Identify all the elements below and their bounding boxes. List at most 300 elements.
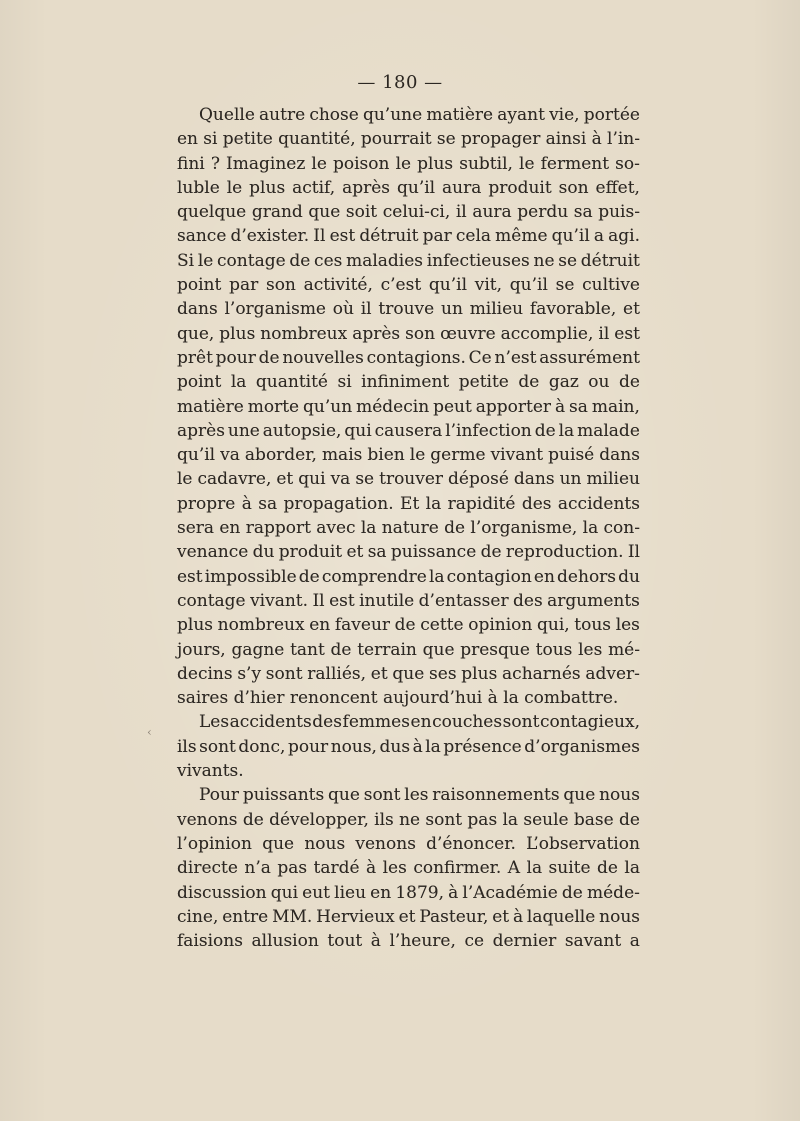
word: la	[230, 372, 247, 393]
word: détruit	[580, 250, 640, 271]
word: peut	[433, 396, 472, 417]
word: déposé	[448, 469, 509, 490]
word: va	[220, 445, 240, 466]
word: pour	[215, 347, 256, 368]
word: actif,	[292, 177, 336, 198]
text-line	[177, 881, 640, 905]
word: par	[229, 275, 259, 296]
word: détruit	[359, 226, 419, 247]
word: favorable,	[529, 299, 617, 320]
word: que	[262, 833, 295, 854]
text-line	[177, 370, 640, 394]
word: dus	[379, 736, 411, 757]
word: causera	[374, 420, 443, 441]
word: la	[624, 858, 640, 879]
word: decins	[177, 663, 233, 684]
word: puissance	[390, 542, 477, 563]
word: produit	[278, 542, 343, 563]
word: méde-	[587, 882, 640, 903]
word: produit	[488, 177, 552, 198]
word: par	[422, 226, 452, 247]
word: acharnés	[502, 663, 581, 684]
word: sont	[265, 663, 303, 684]
word: ayant	[497, 105, 545, 125]
word: morte	[247, 396, 300, 417]
word: laquelle	[526, 906, 596, 927]
word: la	[558, 420, 575, 441]
word: base	[573, 809, 614, 830]
text-line	[177, 103, 640, 127]
word: plus	[177, 615, 213, 636]
word: puisé	[548, 445, 595, 466]
word: celui-ci,	[382, 202, 451, 223]
word: autre	[259, 105, 306, 125]
word: chose	[309, 105, 359, 125]
word: comprendre	[321, 566, 427, 587]
word: apporter	[475, 396, 552, 417]
word: à	[554, 396, 566, 417]
word: faisions	[177, 931, 243, 952]
body-text	[177, 103, 640, 953]
word: va	[330, 469, 351, 490]
word: Et	[400, 493, 420, 514]
word: puis-	[598, 202, 640, 223]
word: matière	[177, 396, 244, 417]
word: fini	[177, 153, 205, 174]
word: pas	[467, 809, 498, 830]
word: en	[410, 712, 432, 733]
word: d’entasser	[418, 590, 509, 611]
word: quantité,	[278, 129, 356, 150]
word: est	[614, 323, 640, 344]
text-line	[177, 395, 640, 419]
word: nous,	[330, 736, 377, 757]
word: à	[370, 931, 381, 952]
text-line	[177, 735, 640, 759]
word: luble	[177, 177, 220, 198]
word: de	[518, 372, 540, 393]
word: so-	[615, 153, 640, 174]
word: eut	[302, 882, 330, 903]
text-line	[177, 710, 640, 734]
word: de	[618, 372, 640, 393]
word: cela	[455, 226, 492, 247]
word: terrain	[357, 639, 417, 660]
word: vit,	[474, 275, 503, 296]
word: le	[311, 153, 327, 174]
word: pourrait	[360, 129, 432, 150]
word: main,	[591, 396, 640, 417]
word: cultive	[582, 275, 640, 296]
word: les	[404, 785, 429, 806]
word: se	[355, 469, 375, 490]
word: l’organisme,	[470, 518, 578, 539]
word: ou	[588, 372, 610, 393]
word: ralliés,	[307, 663, 367, 684]
word: le	[177, 469, 193, 490]
word: plus	[249, 177, 286, 198]
word: pas	[277, 858, 308, 879]
word: discussion	[177, 882, 267, 903]
text-line	[177, 176, 640, 200]
text-line	[177, 467, 640, 491]
word: tous	[535, 639, 573, 660]
word: le	[519, 153, 535, 174]
word: et	[276, 469, 294, 490]
word: médecin	[356, 396, 430, 417]
word: l’in-	[607, 129, 640, 150]
text-line	[177, 273, 640, 297]
word: sa	[258, 493, 278, 514]
word: Pasteur,	[419, 906, 489, 927]
word: ses	[429, 663, 457, 684]
word: con-	[603, 518, 640, 539]
word: a	[593, 226, 605, 247]
text-line	[177, 540, 640, 564]
word: autopsie,	[262, 420, 342, 441]
word: sance	[177, 226, 227, 247]
word: cadavre,	[197, 469, 272, 490]
text-line	[177, 443, 640, 467]
word: qui	[270, 882, 299, 903]
word: se	[436, 129, 456, 150]
word: œuvre	[440, 323, 496, 344]
word: mé-	[608, 639, 640, 660]
word: germe	[430, 445, 486, 466]
word: ils	[177, 736, 197, 757]
word: arguments	[547, 590, 640, 611]
word: est	[177, 566, 203, 587]
word: du	[252, 542, 275, 563]
word: est	[329, 226, 356, 247]
word: dehors	[557, 566, 617, 587]
word: venons	[355, 833, 416, 854]
word: les	[382, 858, 407, 879]
word: en	[309, 615, 331, 636]
word: sont	[502, 712, 540, 733]
word: qui	[298, 469, 326, 490]
word: que	[308, 202, 341, 223]
word: si	[337, 372, 352, 393]
word: avec	[316, 518, 356, 539]
word: l’organisme	[224, 299, 326, 320]
word: impossible	[204, 566, 297, 587]
word: reproduction.	[505, 542, 624, 563]
word: bien	[367, 445, 405, 466]
word: développer,	[269, 809, 369, 830]
word: à	[241, 493, 252, 514]
word: quantité	[255, 372, 328, 393]
word: plus	[461, 663, 498, 684]
text-line	[177, 589, 640, 613]
word: qui,	[536, 615, 570, 636]
word: la	[526, 858, 543, 879]
text-line	[177, 783, 640, 807]
word: quelque	[177, 202, 247, 223]
word: nous	[599, 906, 640, 927]
word: activité,	[303, 275, 373, 296]
word: Il	[627, 542, 640, 563]
word: de	[561, 882, 583, 903]
word: il	[455, 202, 467, 223]
word: que	[328, 785, 360, 806]
text-line	[177, 565, 640, 589]
word: l’infection	[445, 420, 532, 441]
word: rapport	[245, 518, 311, 539]
word: tous	[574, 615, 612, 636]
word: le	[197, 250, 214, 271]
word: des	[521, 493, 552, 514]
text-line: saires d’hier renoncent aujourd’hui à la combattre.	[177, 688, 619, 709]
word: après	[342, 177, 391, 198]
word: vie,	[549, 105, 580, 125]
word: sont	[425, 809, 463, 830]
word: Imaginez	[226, 153, 306, 174]
word: que,	[177, 323, 215, 344]
word: que	[422, 639, 455, 660]
word: de	[534, 420, 556, 441]
word: la	[360, 518, 377, 539]
word: d’exister.	[230, 226, 310, 247]
word: lieu	[334, 882, 367, 903]
word: en	[370, 882, 392, 903]
word: maladies	[346, 250, 424, 271]
word: propagation.	[283, 493, 394, 514]
word: infectieuses	[426, 250, 530, 271]
word: qui	[344, 420, 372, 441]
word: portée	[583, 105, 640, 125]
word: des	[513, 590, 543, 611]
word: presque	[460, 639, 530, 660]
word: contage	[217, 250, 286, 271]
word: qu’il	[509, 275, 548, 296]
word: ?	[210, 153, 220, 174]
word: des	[312, 712, 342, 733]
text-line	[177, 249, 640, 273]
word: un	[441, 299, 463, 320]
text-line	[177, 929, 640, 953]
margin-mark: ‹	[147, 725, 152, 739]
word: point	[177, 372, 222, 393]
word: qu’il	[177, 445, 216, 466]
word: présence	[443, 736, 522, 757]
word: il	[360, 299, 372, 320]
word: soit	[345, 202, 378, 223]
word: malade	[577, 420, 640, 441]
word: qu’un	[303, 396, 353, 417]
word: gagne	[231, 639, 285, 660]
word: prêt	[177, 347, 213, 368]
word: seule	[523, 809, 569, 830]
word: se	[558, 250, 578, 271]
word: nature	[381, 518, 439, 539]
page-number: — 180 —	[357, 72, 443, 93]
word: la	[582, 518, 599, 539]
word: cine,	[177, 906, 219, 927]
word: ces	[314, 250, 343, 271]
word: la	[502, 809, 519, 830]
word: rapidité	[447, 493, 516, 514]
word: et	[492, 906, 510, 927]
word: petite	[222, 129, 273, 150]
word: il	[598, 323, 610, 344]
word: poison	[333, 153, 390, 174]
word: Il	[313, 226, 326, 247]
word: a	[629, 931, 640, 952]
text-line	[177, 322, 640, 346]
text-line	[177, 224, 640, 248]
word: son	[405, 323, 436, 344]
word: l’opinion	[177, 833, 252, 854]
text-line	[177, 127, 640, 151]
word: qu’une	[362, 105, 423, 125]
word: le	[409, 445, 426, 466]
word: le	[395, 153, 412, 174]
word: après	[352, 323, 401, 344]
word: nombreux	[260, 323, 348, 344]
word: qu’il	[396, 177, 436, 198]
word: de	[258, 347, 280, 368]
word: plus	[219, 323, 256, 344]
word: dernier	[492, 931, 557, 952]
word: contage	[177, 590, 246, 611]
word: dans	[599, 445, 640, 466]
word: aura	[472, 202, 512, 223]
word: d’énoncer.	[426, 833, 516, 854]
word: en	[177, 129, 199, 150]
word: nombreux	[217, 615, 305, 636]
word: les	[615, 615, 640, 636]
word: Ce	[468, 347, 492, 368]
word: Pour	[199, 785, 240, 806]
word: que	[563, 785, 596, 806]
word: n’est	[494, 347, 537, 368]
word: les	[578, 639, 603, 660]
text-line	[177, 297, 640, 321]
word: de	[444, 518, 466, 539]
word: et	[398, 906, 416, 927]
word: sa	[367, 542, 387, 563]
word: la	[428, 566, 445, 587]
word: de	[480, 542, 502, 563]
word: sera	[177, 518, 215, 539]
word: la	[425, 736, 441, 757]
word: et	[370, 663, 388, 684]
word: de	[242, 809, 264, 830]
word: suite	[548, 858, 591, 879]
word: sa	[573, 202, 593, 223]
word: n’a	[244, 858, 271, 879]
word: un	[559, 469, 582, 490]
word: la	[425, 493, 442, 514]
text-line	[177, 152, 640, 176]
word: accomplie,	[500, 323, 594, 344]
word: que	[392, 663, 425, 684]
word: une	[227, 420, 260, 441]
word: de	[597, 858, 618, 879]
word: se	[555, 275, 575, 296]
word: effet,	[595, 177, 640, 198]
word: tardé	[313, 858, 360, 879]
word: qu’il	[428, 275, 468, 296]
word: à	[412, 736, 423, 757]
word: femmes	[342, 712, 410, 733]
word: le	[226, 177, 243, 198]
word: accidents	[229, 712, 312, 733]
word: son	[265, 275, 296, 296]
word: tout	[327, 931, 363, 952]
word: aborder,	[244, 445, 317, 466]
word: en	[533, 566, 555, 587]
word: cette	[420, 615, 464, 636]
word: pour	[287, 736, 329, 757]
word: perdu	[517, 202, 569, 223]
word: à	[448, 882, 459, 903]
word: venons	[177, 809, 238, 830]
word: trouver	[379, 469, 444, 490]
word: point	[177, 275, 222, 296]
word: dans	[177, 299, 218, 320]
word: directe	[177, 858, 238, 879]
word: de	[289, 250, 311, 271]
word: et	[623, 299, 640, 320]
word: Quelle	[199, 105, 255, 125]
word: aura	[442, 177, 482, 198]
word: contagion	[446, 566, 532, 587]
text-line	[177, 200, 640, 224]
word: allusion	[251, 931, 319, 952]
word: même	[495, 226, 548, 247]
word: jours,	[177, 639, 226, 660]
word: en	[219, 518, 241, 539]
word: de	[394, 615, 416, 636]
word: s’y	[237, 663, 262, 684]
word: l’Académie	[462, 882, 558, 903]
word: après	[177, 420, 225, 441]
word: où	[332, 299, 354, 320]
word: ainsi	[545, 129, 587, 150]
word: vivant.	[250, 590, 309, 611]
word: petite	[458, 372, 509, 393]
word: ce	[464, 931, 485, 952]
text-line	[177, 516, 640, 540]
word: raisonnements	[432, 785, 560, 806]
word: de	[330, 639, 352, 660]
word: matière	[426, 105, 494, 125]
word: mais	[321, 445, 363, 466]
word: contagieux,	[539, 712, 640, 733]
word: MM.	[272, 906, 313, 927]
word: est	[329, 590, 355, 611]
word: ferment	[540, 153, 610, 174]
word: dans	[513, 469, 555, 490]
word: d’organismes	[524, 736, 640, 757]
word: trouve	[378, 299, 435, 320]
word: vivant	[490, 445, 544, 466]
word: venance	[177, 542, 249, 563]
word: à	[512, 906, 524, 927]
word: de	[618, 809, 640, 830]
word: gaz	[548, 372, 579, 393]
word: propager	[461, 129, 541, 150]
text-line	[177, 808, 640, 832]
word: accidents	[557, 493, 640, 514]
word: Les	[199, 712, 230, 733]
word: couches	[432, 712, 503, 733]
word: assurément	[539, 347, 640, 368]
text-line	[177, 905, 640, 929]
word: ils	[374, 809, 394, 830]
